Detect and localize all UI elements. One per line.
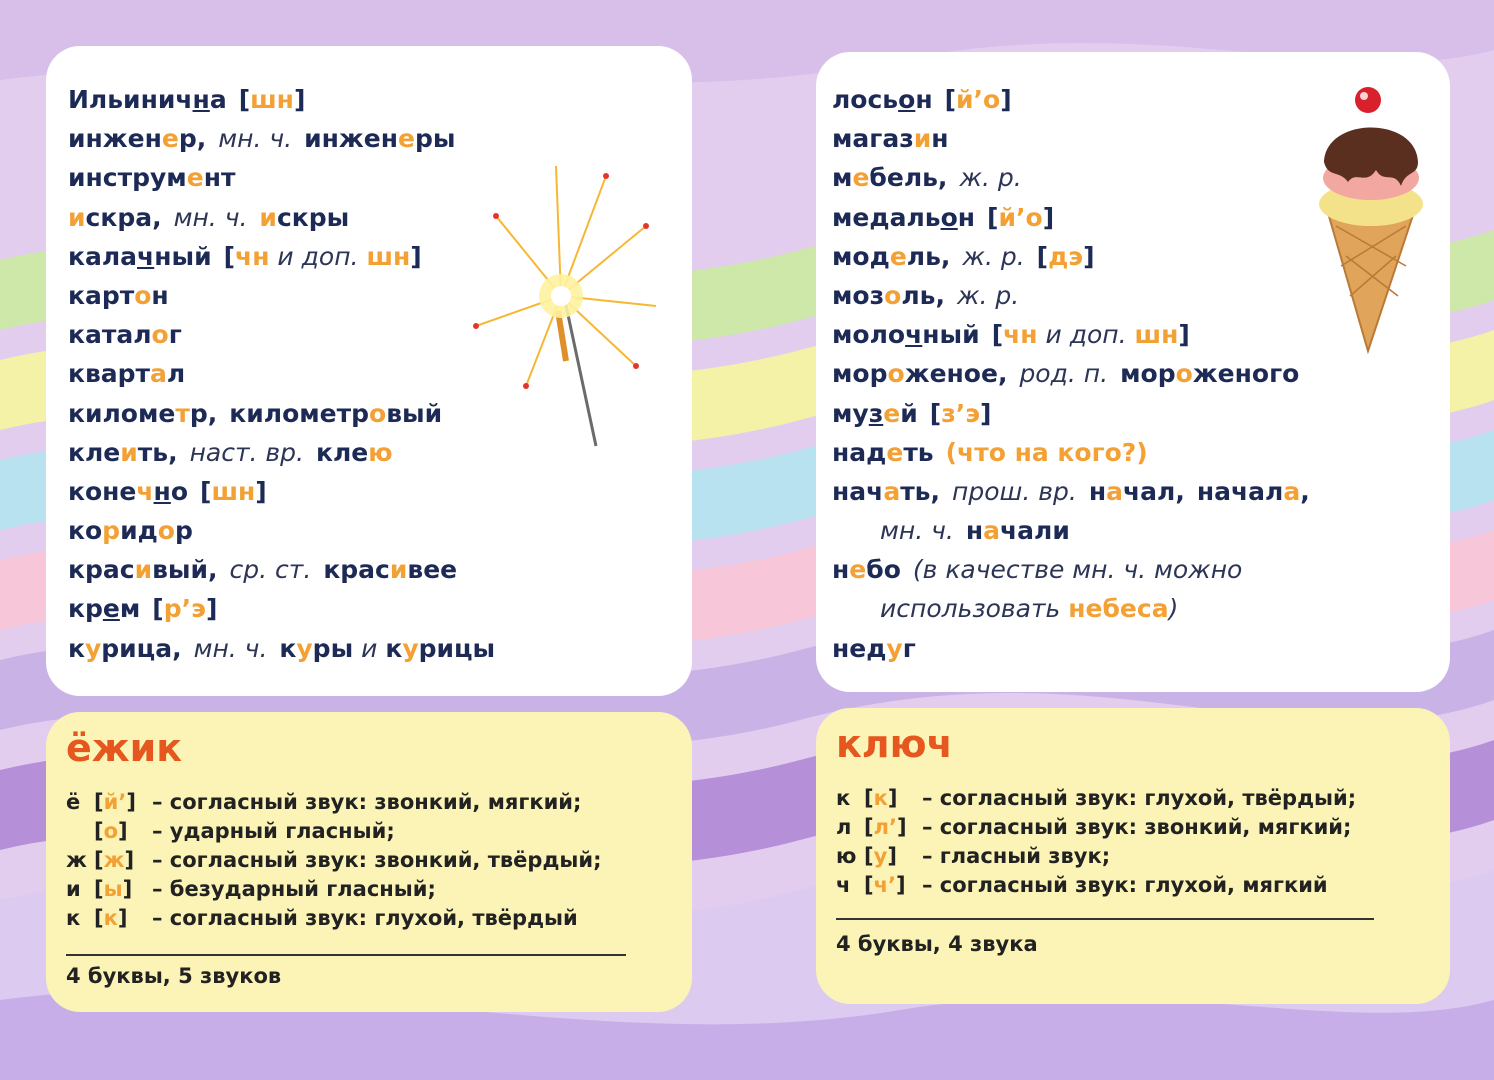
- entry-fragment: ры: [414, 124, 456, 154]
- ice-cream-icon: [1306, 66, 1436, 356]
- entry-fragment: шн: [211, 476, 256, 506]
- entry-fragment: з’э: [941, 398, 981, 428]
- entry-fragment: а: [1283, 476, 1301, 506]
- entry-fragment: дэ: [1048, 241, 1084, 271]
- entry-fragment: ч: [137, 241, 155, 271]
- entry-fragment: а: [150, 359, 167, 389]
- sound: л’: [873, 815, 897, 839]
- dictionary-entry: [68, 472, 495, 511]
- entry-fragment: километр: [229, 398, 370, 428]
- entry-fragment: кр: [68, 594, 103, 624]
- analysis-title: ключ: [836, 722, 953, 766]
- entry-fragment: н: [965, 516, 984, 546]
- entry-fragment: рицы: [418, 633, 496, 663]
- entry-fragment: мн. ч.: [173, 202, 248, 232]
- sound-transcription: [864, 784, 922, 813]
- bracket-close: ]: [887, 844, 897, 868]
- entry-fragment: у: [296, 633, 313, 663]
- entry-fragment: ч: [905, 320, 923, 350]
- word-list-left: [68, 80, 495, 668]
- entry-fragment: [: [1036, 241, 1049, 271]
- entry-fragment: к: [385, 633, 403, 663]
- entry-fragment: ль,: [906, 241, 951, 271]
- dictionary-entry: [832, 550, 1310, 589]
- entry-fragment: е: [849, 555, 867, 585]
- dictionary-entry: [832, 119, 1310, 158]
- entry-fragment: н: [957, 202, 976, 232]
- entry-fragment: рица,: [101, 633, 182, 663]
- letter: ё: [66, 790, 81, 814]
- bracket-close: ]: [117, 906, 128, 930]
- sound-row: [836, 813, 1356, 842]
- dictionary-entry: [68, 80, 495, 119]
- bracket-open: [: [94, 790, 104, 814]
- entry-fragment: ть: [903, 437, 934, 467]
- entry-fragment: н: [192, 85, 210, 114]
- entry-fragment: у: [886, 633, 903, 663]
- entry-fragment: ль,: [901, 280, 945, 310]
- sound-transcription: [864, 871, 922, 900]
- dictionary-entry: [832, 589, 1310, 628]
- entry-fragment: нач: [832, 476, 884, 506]
- dictionary-entry: [68, 237, 495, 276]
- letter: ч: [836, 873, 851, 897]
- entry-fragment: крас: [68, 555, 135, 585]
- entry-fragment: н: [931, 124, 949, 154]
- entry-fragment: ю: [368, 437, 393, 467]
- entry-fragment: н: [151, 280, 169, 310]
- entry-fragment: а: [1106, 476, 1123, 506]
- entry-fragment: шн: [1134, 320, 1179, 350]
- dictionary-entry: [68, 276, 495, 315]
- analysis-title: ёжик: [66, 726, 183, 770]
- bracket-close: ]: [122, 877, 133, 901]
- sound-row: [66, 817, 602, 846]
- word-analysis-card-ezhik: [46, 712, 692, 1012]
- dictionary-entry: [68, 433, 495, 472]
- entry-fragment: ]: [1178, 320, 1190, 350]
- entry-fragment: о: [884, 280, 902, 310]
- entry-fragment: г: [168, 320, 182, 350]
- word-analysis-card-kluch: [816, 708, 1450, 1004]
- entry-fragment: е: [886, 437, 904, 467]
- letter: к: [836, 786, 851, 810]
- dictionary-entry: [68, 315, 495, 354]
- entry-fragment: над: [832, 437, 887, 467]
- analysis-summary: 4 буквы, 5 звуков: [66, 964, 282, 988]
- sound-row: [66, 788, 602, 817]
- entry-fragment: [: [152, 594, 164, 624]
- entry-fragment: женого: [1192, 359, 1300, 389]
- dictionary-entry: [832, 315, 1310, 354]
- entry-fragment: ч: [136, 476, 154, 506]
- dictionary-entry: [832, 80, 1310, 119]
- entry-fragment: и: [259, 202, 277, 232]
- sound: ч’: [873, 873, 897, 897]
- dictionary-entry: [832, 198, 1310, 237]
- entry-fragment: и: [913, 124, 932, 154]
- dictionary-entry: [68, 354, 495, 393]
- entry-fragment: ный: [922, 320, 980, 350]
- entry-fragment: [: [929, 398, 942, 428]
- entry-fragment: ж. р.: [956, 280, 1020, 310]
- sound-description: – согласный звук: глухой, твёрдый;: [922, 786, 1357, 810]
- sound-transcription: [94, 875, 152, 904]
- entry-fragment: и: [389, 555, 408, 585]
- entry-fragment: о: [898, 85, 916, 114]
- entry-fragment: у: [402, 633, 419, 663]
- entry-fragment: ]: [980, 398, 992, 428]
- bracket-close: ]: [896, 815, 907, 839]
- dictionary-entry: [832, 354, 1310, 393]
- entry-fragment: ный: [154, 241, 212, 271]
- divider: [836, 918, 1374, 920]
- entry-fragment: н: [915, 85, 933, 114]
- dictionary-entry: [832, 511, 1310, 550]
- analysis-rows: [66, 788, 602, 933]
- sound-transcription: [94, 846, 152, 875]
- entry-fragment: у: [84, 633, 102, 663]
- entry-fragment: д: [869, 241, 890, 271]
- bracket-open: [: [864, 786, 874, 810]
- entry-fragment: р: [174, 516, 193, 546]
- bracket-close: ]: [118, 819, 128, 843]
- entry-fragment: кала: [68, 241, 138, 271]
- entry-fragment: коне: [68, 476, 137, 506]
- entry-fragment: вый,: [152, 555, 218, 585]
- entry-fragment: е: [889, 241, 907, 271]
- entry-fragment: кле: [315, 437, 369, 467]
- entry-fragment: скра,: [85, 202, 162, 232]
- entry-fragment: магаз: [832, 124, 914, 154]
- sound-row: [66, 875, 602, 904]
- entry-fragment: з: [868, 398, 884, 428]
- dictionary-entry: [832, 433, 1310, 472]
- entry-fragment: ч: [175, 85, 193, 114]
- entry-fragment: н: [153, 476, 171, 506]
- letter: л: [836, 815, 852, 839]
- bracket-open: [: [864, 873, 874, 897]
- entry-fragment: е: [398, 124, 415, 154]
- sound: ы: [103, 877, 123, 901]
- entry-fragment: наст. вр.: [189, 437, 304, 467]
- entry-fragment: прош. вр.: [951, 476, 1077, 506]
- entry-fragment: о: [170, 476, 189, 506]
- entry-fragment: кле: [68, 437, 121, 467]
- entry-fragment: крас: [323, 555, 390, 585]
- entry-fragment: мор: [832, 359, 888, 389]
- dictionary-entry: [68, 511, 495, 550]
- entry-fragment: г: [902, 633, 916, 663]
- dictionary-entry: [68, 198, 495, 237]
- entry-fragment: ж. р.: [962, 241, 1025, 271]
- entry-fragment: ]: [1083, 241, 1095, 271]
- dictionary-entry: [68, 629, 495, 668]
- entry-fragment: и: [134, 555, 153, 585]
- dictionary-entry: [832, 629, 1310, 668]
- sound-description: – согласный звук: звонкий, твёрдый;: [152, 848, 602, 872]
- entry-fragment: и доп.: [269, 241, 367, 271]
- sound-row: [836, 784, 1356, 813]
- sound-description: – согласный звук: звонкий, мягкий;: [922, 815, 1352, 839]
- entry-fragment: а: [209, 85, 227, 114]
- entry-fragment: и: [353, 633, 386, 663]
- entry-fragment: [: [987, 202, 999, 232]
- entry-fragment: род. п.: [1019, 359, 1109, 389]
- sound-row: [66, 846, 602, 875]
- letter: и: [66, 877, 81, 901]
- entry-fragment: р: [102, 516, 121, 546]
- entry-fragment: ): [1168, 594, 1179, 624]
- dictionary-entry: [68, 550, 495, 589]
- entry-fragment: й’о: [998, 202, 1043, 232]
- word-list-card-left: [46, 46, 692, 696]
- entry-fragment: женое,: [904, 359, 1008, 389]
- entry-fragment: е: [883, 398, 901, 428]
- sound-description: – согласный звук: звонкий, мягкий;: [152, 790, 582, 814]
- sound-description: – ударный гласный;: [152, 819, 395, 843]
- entry-fragment: чн: [235, 241, 270, 271]
- entry-fragment: [: [944, 85, 957, 114]
- entry-fragment: е: [102, 594, 120, 624]
- entry-fragment: катал: [68, 320, 152, 350]
- entry-fragment: инжен: [68, 124, 162, 154]
- entry-fragment: ]: [1042, 202, 1055, 232]
- dictionary-entry: [832, 237, 1310, 276]
- sound-transcription: [94, 788, 152, 817]
- entry-fragment: чали: [999, 516, 1070, 546]
- entry-fragment: о: [151, 320, 169, 350]
- entry-fragment: ни: [140, 85, 176, 114]
- entry-fragment: й: [900, 398, 918, 428]
- sound-row: [836, 842, 1356, 871]
- entry-fragment: киломе: [68, 398, 176, 428]
- entry-fragment: Ильи: [68, 85, 141, 114]
- sound-row: [66, 904, 602, 933]
- sparkler-icon: [466, 156, 666, 456]
- entry-fragment: е: [161, 124, 179, 154]
- bracket-open: [: [864, 815, 874, 839]
- bracket-open: [: [864, 844, 874, 868]
- entry-fragment: н: [1088, 476, 1107, 506]
- word-list-card-right: [816, 52, 1450, 692]
- entry-fragment: ]: [293, 85, 306, 114]
- entry-fragment: м: [119, 594, 141, 624]
- entry-fragment: о: [1175, 359, 1193, 389]
- dictionary-entry: [68, 158, 495, 197]
- sound: й’: [103, 790, 127, 814]
- entry-fragment: использовать: [880, 594, 1069, 624]
- dictionary-entry: [832, 158, 1310, 197]
- entry-fragment: ть,: [900, 476, 940, 506]
- entry-fragment: к: [279, 633, 297, 663]
- analysis-rows: [836, 784, 1356, 900]
- entry-fragment: ть,: [137, 437, 178, 467]
- entry-fragment: ср. ст.: [229, 555, 312, 585]
- entry-fragment: о: [134, 280, 152, 310]
- sound: о: [103, 819, 119, 843]
- entry-fragment: ]: [410, 241, 422, 271]
- entry-fragment: ко: [68, 516, 103, 546]
- entry-fragment: а: [1151, 594, 1169, 624]
- entry-fragment: [: [991, 320, 1004, 350]
- entry-fragment: о: [887, 359, 905, 389]
- entry-fragment: кварт: [68, 359, 151, 389]
- sound-transcription: [94, 904, 152, 933]
- dictionary-entry: [832, 472, 1310, 511]
- entry-fragment: ,: [1300, 476, 1310, 506]
- sound: у: [873, 844, 888, 868]
- entry-fragment: н: [832, 555, 850, 585]
- entry-fragment: ]: [1000, 85, 1012, 114]
- entry-fragment: ]: [205, 594, 218, 624]
- sound-transcription: [864, 813, 922, 842]
- bracket-close: ]: [124, 848, 135, 872]
- entry-fragment: а: [883, 476, 901, 506]
- entry-fragment: му: [832, 398, 869, 428]
- sound-description: – гласный звук;: [922, 844, 1111, 868]
- entry-fragment: л: [166, 359, 186, 389]
- entry-fragment: т: [175, 398, 190, 428]
- entry-fragment: о: [940, 202, 958, 232]
- divider: [66, 954, 626, 956]
- entry-fragment: чал,: [1122, 476, 1185, 506]
- sound-transcription: [864, 842, 922, 871]
- sound: к: [103, 906, 118, 930]
- sound-description: – безударный гласный;: [152, 877, 436, 901]
- dictionary-entry: [832, 394, 1310, 433]
- entry-fragment: ]: [255, 476, 267, 506]
- entry-fragment: р’э: [163, 594, 206, 624]
- entry-fragment: чн: [1003, 320, 1038, 350]
- bracket-open: [: [94, 819, 104, 843]
- entry-fragment: ид: [120, 516, 158, 546]
- sound-description: – согласный звук: глухой, мягкий: [922, 873, 1328, 897]
- entry-fragment: (что на кого?): [945, 437, 1148, 467]
- entry-fragment: ж. р.: [959, 163, 1022, 193]
- dictionary-entry: [68, 119, 495, 158]
- entry-fragment: [: [238, 85, 251, 114]
- letter: к: [66, 906, 81, 930]
- bracket-close: ]: [887, 786, 898, 810]
- entry-fragment: карт: [68, 280, 135, 310]
- entry-fragment: нт: [203, 163, 236, 193]
- entry-fragment: моло: [832, 320, 906, 350]
- entry-fragment: к: [68, 633, 85, 663]
- entry-fragment: мо: [832, 241, 870, 271]
- entry-fragment: о: [369, 398, 387, 428]
- entry-fragment: начал: [1196, 476, 1284, 506]
- entry-fragment: моз: [832, 280, 885, 310]
- bracket-close: ]: [896, 873, 906, 897]
- sound: ж: [103, 848, 125, 872]
- entry-fragment: шн: [250, 85, 294, 114]
- entry-fragment: м: [832, 163, 853, 193]
- entry-fragment: бель,: [869, 163, 948, 193]
- entry-fragment: и: [120, 437, 138, 467]
- entry-fragment: медаль: [832, 202, 941, 232]
- sound-description: – согласный звук: глухой, твёрдый: [152, 906, 578, 930]
- entry-fragment: нед: [832, 633, 887, 663]
- entry-fragment: мор: [1120, 359, 1176, 389]
- entry-fragment: вый: [386, 398, 443, 428]
- entry-fragment: е: [186, 163, 204, 193]
- dictionary-entry: [68, 394, 495, 433]
- entry-fragment: (в качестве мн. ч. можно: [912, 555, 1243, 585]
- bracket-open: [: [94, 877, 104, 901]
- entry-fragment: бо: [866, 555, 901, 585]
- entry-fragment: [: [223, 241, 236, 271]
- analysis-summary: 4 буквы, 4 звука: [836, 932, 1038, 956]
- bracket-open: [: [94, 848, 104, 872]
- entry-fragment: а: [983, 516, 1000, 546]
- entry-fragment: ры: [312, 633, 354, 663]
- entry-fragment: шн: [366, 241, 411, 271]
- entry-fragment: е: [852, 163, 870, 193]
- entry-fragment: мн. ч.: [880, 516, 954, 546]
- sound-row: [836, 871, 1356, 900]
- entry-fragment: о: [157, 516, 175, 546]
- entry-fragment: и: [68, 202, 86, 232]
- dictionary-entry: [68, 589, 495, 628]
- bracket-open: [: [94, 906, 104, 930]
- entry-fragment: вее: [407, 555, 458, 585]
- entry-fragment: и доп.: [1037, 320, 1135, 350]
- letter: ж: [66, 848, 87, 872]
- entry-fragment: р,: [178, 124, 207, 154]
- sound-transcription: [94, 817, 152, 846]
- entry-fragment: мн. ч.: [218, 124, 293, 154]
- entry-fragment: р,: [189, 398, 218, 428]
- entry-fragment: небес: [1068, 594, 1152, 624]
- entry-fragment: й’о: [956, 85, 1001, 114]
- entry-fragment: инструм: [68, 163, 187, 193]
- entry-fragment: мн. ч.: [193, 633, 268, 663]
- sound: к: [873, 786, 888, 810]
- entry-fragment: лось: [832, 85, 899, 114]
- bracket-close: ]: [126, 790, 136, 814]
- dictionary-entry: [832, 276, 1310, 315]
- entry-fragment: инжен: [304, 124, 399, 154]
- entry-fragment: скры: [276, 202, 350, 232]
- entry-fragment: [: [200, 476, 212, 506]
- word-list-right: [832, 80, 1310, 668]
- letter: ю: [836, 844, 857, 868]
